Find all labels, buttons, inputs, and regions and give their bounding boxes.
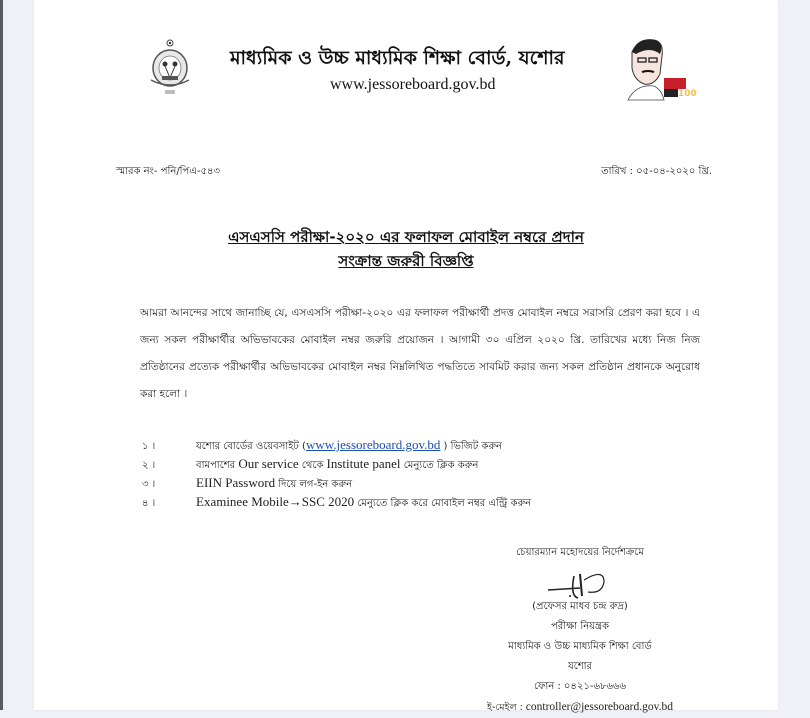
notice-title-line2: সংক্রান্ত জরুরী বিজ্ঞপ্তি (338, 252, 474, 270)
signatory-board: মাধ্যমিক ও উচ্চ মাধ্যমিক শিক্ষা বোর্ড (508, 641, 652, 652)
signatory-phone: ফোন : ০৪২১-৬৮৬৬৬ (533, 681, 627, 692)
window-left-edge (0, 0, 3, 710)
step-text: থেকে (298, 460, 327, 471)
step-number: ২ । (142, 460, 156, 471)
step-item (142, 475, 702, 494)
mujib-borsho-logo-icon (624, 34, 702, 104)
signatory-email (460, 697, 700, 717)
signatory-city: যশোর (567, 661, 593, 672)
instruction-steps (142, 437, 702, 513)
document-page (34, 0, 778, 713)
signatory-designation: পরীক্ষা নিয়ন্ত্রক (551, 621, 609, 632)
step-item (142, 437, 702, 456)
by-order-line (460, 543, 700, 563)
step-number: ৪ । (142, 498, 156, 509)
notice-date: তারিখ : ০৫-০৪-২০২০ খ্রি. (601, 166, 712, 177)
step-text: ) ভিজিট করুন (440, 441, 503, 452)
step-text: দিয়ে লগ-ইন করুন (275, 479, 353, 490)
by-order-text: চেয়ারম্যান মহোদয়ের নির্দেশক্রমে (516, 547, 644, 558)
step-text: মেন্যুতে ক্লিক করে মোবাইল নম্বর এন্ট্রি করুন (354, 498, 532, 509)
step-text: Examinee Mobile→SSC 2020 (196, 494, 355, 509)
step-text: যশোর বোর্ডের ওয়েবসাইট ( (196, 441, 306, 452)
step-text: মেন্যুতে ক্লিক করুন (400, 460, 479, 471)
step-text: বামপাশের (196, 460, 239, 471)
step-item (142, 456, 702, 475)
org-website: www.jessoreboard.gov.bd (330, 76, 496, 93)
step-item (142, 494, 702, 513)
signatory-name: (প্রফেসর মাধব চন্দ্র রুদ্র) (532, 601, 628, 612)
website-link[interactable]: www.jessoreboard.gov.bd (305, 437, 441, 452)
step-text: Institute panel (326, 456, 401, 471)
memo-number: স্মারক নং- পনি/পিএ-৫৪৩ (116, 166, 221, 177)
notice-body: আমরা আনন্দের সাথে জানাচ্ছি যে, এসএসসি পরীক্ষা-২০২০ এর ফলাফল পরীক্ষার্থী প্রদত্ত মোবাইল নম্বরে সরাসরি প্রেরণ করা হবে । এ জন্য সকল পরীক্ষার্থীর অভিভাবকের মোবাইল নম্বর জরুরি প্রয়োজন । আগামী ৩০ এপ্রিল ২০২০ খ্রি. তারিখের মধ্যে নিজ নিজ প্রতিষ্ঠানের প্রত্যেক পরীক্ষার্থীর অভিভাবকের মোবাইল নম্বর নিম্নলিখিত পদ্ধতিতে সাবমিট করার জন্য সকল প্রতিষ্ঠান প্রধানকে অনুরোধ করা হলো । (140, 307, 700, 400)
board-emblem-icon (148, 38, 192, 98)
email-address: controller@jessoreboard.gov.bd (525, 701, 673, 713)
notice-title-line1: এসএসসি পরীক্ষা-২০২০ এর ফলাফল মোবাইল নম্বরে প্রদান (228, 228, 584, 246)
org-name: মাধ্যমিক ও উচ্চ মাধ্যমিক শিক্ষা বোর্ড, যশোর (230, 47, 565, 69)
signatory-block (460, 597, 700, 717)
svg-text:100: 100 (678, 89, 697, 99)
step-text: Our service (238, 456, 299, 471)
step-number: ১ । (142, 441, 156, 452)
step-number: ৩ । (142, 479, 156, 490)
email-label: ই-মেইল : (487, 702, 526, 713)
step-text: EIIN Password (196, 475, 276, 490)
